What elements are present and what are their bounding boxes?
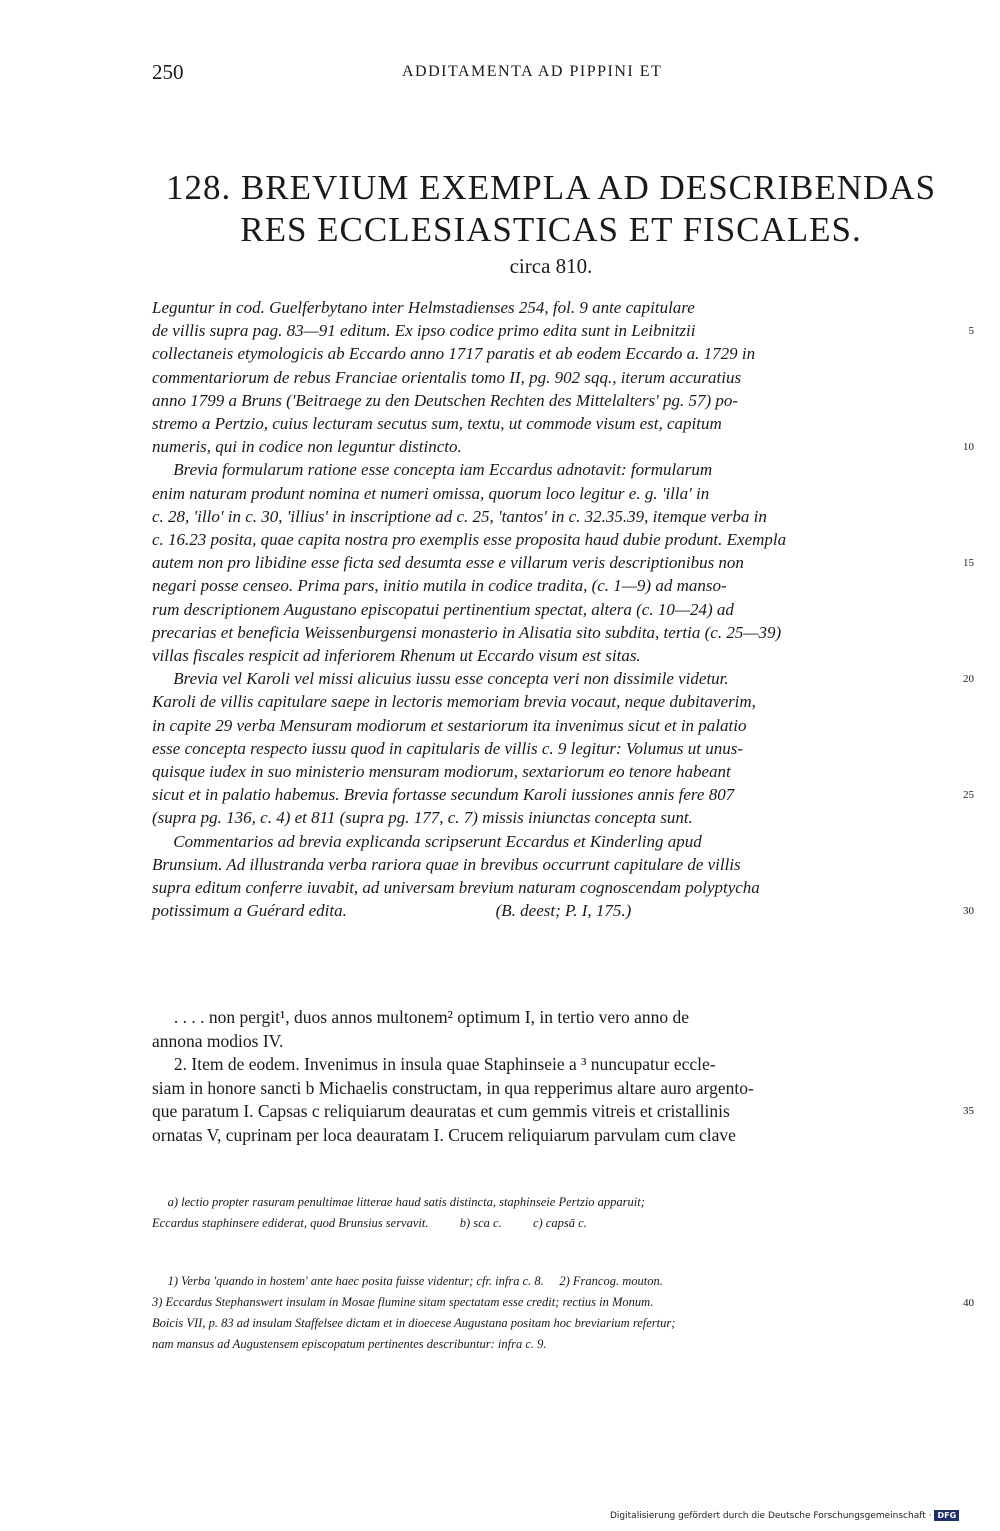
intro-line: (supra pg. 136, c. 4) et 811 (supra pg. 177, c. 7) missis iniunctas concepta sunt. [152,808,693,828]
intro-line: stremo a Pertzio, cuius lecturam secutus sum, textu, ut commode visum est, capitum [152,414,722,433]
variant-note-line: a) lectio propter rasuram penultimae litterae haud satis distincta, staphinseie Pertzio apparuit; [152,1195,645,1209]
footnote-line: nam mansus ad Augustensem episcopatum pertinentes describuntur: infra c. 9. [152,1337,547,1351]
intro-line: Brevia vel Karoli vel missi alicuius iussu esse concepta veri non dissimile videtur. [152,669,729,689]
intro-line: in capite 29 verba Mensuram modiorum et sestariorum ita invenimus sicut et in palatio [152,715,747,735]
line-number: 35 [963,1105,974,1117]
footnote-line: 1) Verba 'quando in hostem' ante haec posita fuisse videntur; cfr. infra c. 8. 2) Francog. mouton. [152,1274,663,1288]
line-number: 25 [963,789,974,802]
intro-line: Karoli de villis capitulare saepe in lectoris memoriam brevia vocaut, neque dubitaverim, [152,692,756,712]
text-line: 2. Item de eodem. Invenimus in insula quae Staphinseie a ³ nuncupatur eccle- [152,1054,716,1074]
text-line: annona modios IV. [152,1030,284,1051]
footnote-line: 3) Eccardus Stephanswert insulam in Mosae flumine sitam spectatam esse credit; rectius in Monum. [152,1295,654,1309]
text-line: ornatas V, cuprinam per loca deauratam I. Crucem reliquiarum parvulam cum clave [152,1124,736,1145]
intro-line: rum descriptionem Augustano episcopatui pertinentium spectat, altera (c. 10—24) ad [152,599,734,619]
text-line: siam in honore sancti b Michaelis constructam, in qua repperimus altare auro argento- [152,1077,754,1098]
section-date: circa 810. [509,254,593,278]
digitization-credit [610,1510,959,1521]
intro-line: sicut et in palatio habemus. Brevia fortasse secundum Karoli iussiones annis fere 807 [152,785,735,805]
intro-line: Commentarios ad brevia explicanda scripserunt Eccardus et Kinderling apud [152,831,702,851]
intro-line: c. 16.23 posita, quae capita nostra pro exemplis esse proposita haud dubie produnt. Exempla [152,530,787,549]
text-line: . . . . non pergit¹, duos annos multonem² optimum I, in tertio vero anno de [152,1007,690,1027]
running-header [152,60,950,90]
intro-line: de villis supra pag. 83—91 editum. Ex ipso codice primo edita sunt in Leibnitzii [152,321,696,341]
intro-line: numeris, qui in codice non leguntur distincto. [152,437,462,457]
intro-line: precarias et beneficia Weissenburgensi monasterio in Alisatia sito subdita, tertia (c. 25—39) [152,622,782,642]
intro-line: anno 1799 a Bruns ('Beitraege zu den Deutschen Rechten des Mittelalters' pg. 57) po- [152,390,739,410]
running-head-title: ADDITAMENTA AD PIPPINI ET [402,63,663,80]
intro-line: negari posse censeo. Prima pars, initio mutila in codice tradita, (c. 1—9) ad manso- [152,576,727,596]
line-number: 30 [963,905,974,918]
intro-line: commentariorum de rebus Franciae orientalis tomo II, pg. 902 sqq., iterum accuratius [152,367,742,387]
intro-line: Brunsium. Ad illustranda verba rariora quae in brevibus occurrunt capitulare de villis [152,854,741,874]
intro-line: esse concepta respecto iussu quod in capitularis de villis c. 9 legitur: Volumus ut unus- [152,738,743,758]
line-number: 20 [963,673,974,686]
intro-line: autem non pro libidine esse ficta sed desumta esse e villarum veris descriptionibus non [152,553,744,573]
line-number: 40 [963,1297,974,1309]
intro-line: collectaneis etymologicis ab Eccardo anno 1717 paratis et ab eodem Eccardo a. 1729 in [152,344,756,364]
intro-line: potissimum a Guérard edita. (B. deest; P. I, 175.) [152,901,632,921]
line-number: 5 [968,325,974,338]
footnote-line: Boicis VII, p. 83 ad insulam Staffelsee dictam et in dioecese Augustana positam hoc breviarium refertur; [152,1316,676,1330]
intro-line: supra editum conferre iuvabit, ad universam brevium naturam cognoscendam polyptycha [152,878,760,897]
section-title-line-2: RES ECCLESIASTICAS ET FISCALES. [240,210,862,249]
text-line: que paratum I. Capsas c reliquiarum deauratas et cum gemmis vitreis et cristallinis [152,1101,730,1121]
intro-line: Leguntur in cod. Guelferbytano inter Helmstadienses 254, fol. 9 ante capitulare [152,298,695,317]
intro-line: Brevia formularum ratione esse concepta iam Eccardus adnotavit: formularum [152,460,713,480]
credit-text: Digitalisierung gefördert durch die Deutsche Forschungsgemeinschaft · [610,1511,932,1521]
section-title-line-1: 128. BREVIUM EXEMPLA AD DESCRIBENDAS [165,168,937,207]
intro-line: villas fiscales respicit ad inferiorem Rhenum ut Eccardo visum est sitas. [152,646,641,665]
dfg-logo: DFG [934,1510,959,1521]
intro-line: c. 28, 'illo' in c. 30, 'illius' in inscriptione ad c. 25, 'tantos' in c. 32.35.39, itemque verba in [152,506,767,526]
intro-line: quisque iudex in suo ministerio mensuram modiorum, sextariorum eo tenore habeant [152,762,731,781]
intro-line: enim naturam produnt nomina et numeri omissa, quorum loco legitur e. g. 'illa' in [152,483,710,503]
page-number: 250 [152,60,184,84]
line-number: 10 [963,441,974,454]
line-number: 15 [963,557,974,570]
variant-note-line: Eccardus staphinsere ediderat, quod Brunsius servavit. b) sca c. c) capsā c. [152,1216,587,1230]
